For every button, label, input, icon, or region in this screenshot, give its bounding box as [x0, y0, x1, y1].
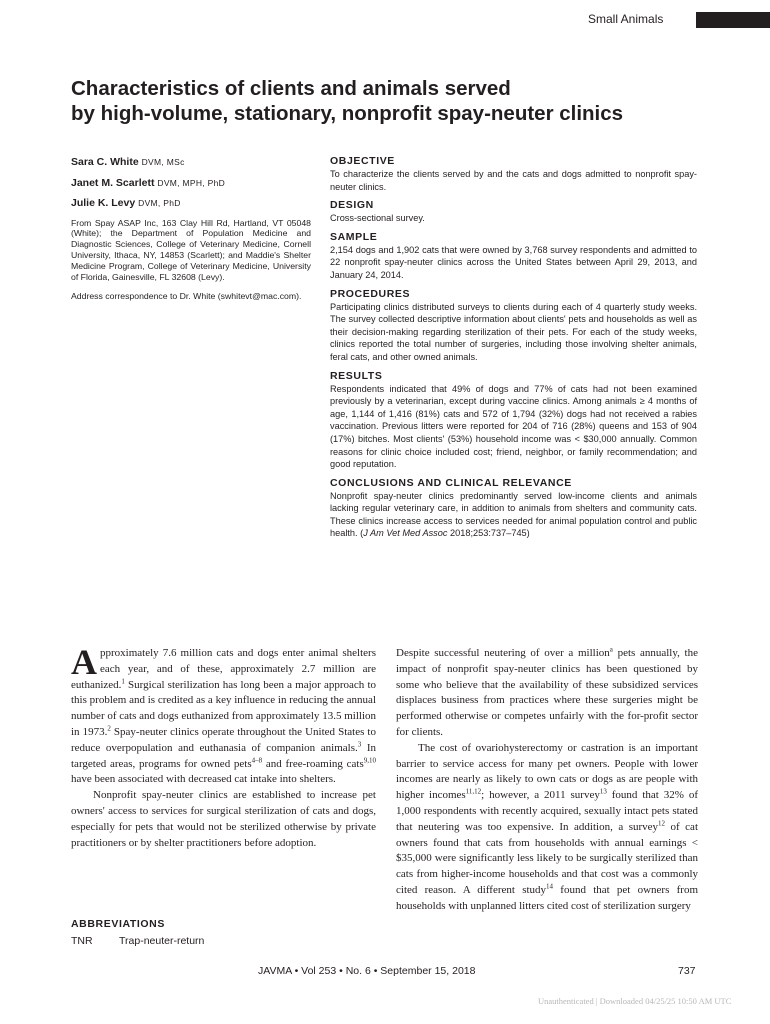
- article-title: [71, 76, 731, 126]
- body-paragraph: [396, 646, 698, 741]
- abstract-text: 2,154 dogs and 1,902 cats that were owned by 3,768 survey respondents and admitted to 22 nonprofit spay-neuter clinics across the United States between April 29, 2013, and January 24, 2014.: [330, 244, 697, 280]
- reference-mark: 13: [599, 787, 607, 796]
- reference-mark: 12: [658, 819, 666, 828]
- body-column-left: [71, 642, 377, 851]
- body-text: Despite successful neutering of over a million: [396, 647, 610, 659]
- abstract-text: Cross-sectional survey.: [330, 213, 425, 224]
- reference-mark: 3: [357, 740, 362, 749]
- abstract-text: [330, 490, 697, 540]
- body-paragraph: [71, 642, 377, 788]
- section-marker-bar: [696, 12, 770, 28]
- abbreviation-term: TNR: [71, 935, 93, 947]
- footnote-mark: a: [609, 645, 613, 654]
- body-column-right: [396, 646, 698, 915]
- author-line: [71, 197, 311, 209]
- page-number: 737: [678, 965, 696, 977]
- author-name: Janet M. Scarlett: [71, 176, 155, 189]
- abstract-heading: OBJECTIVE: [330, 155, 395, 167]
- abstract-heading: CONCLUSIONS AND CLINICAL RELEVANCE: [330, 476, 572, 489]
- body-text: of cat owners found that cats from households with annual earnings < $35,000 were significantly less likely to be surgically sterilized than cats from higher-income households and that cost was a commonly cited reason. A different study: [396, 820, 698, 896]
- abbreviation-row: [71, 935, 204, 947]
- abstract-heading: DESIGN: [330, 199, 374, 212]
- body-text: have been associated with decreased cat intake into shelters.: [71, 773, 336, 786]
- reference-mark: 2: [107, 724, 111, 733]
- body-text: and free-roaming cats: [262, 757, 364, 770]
- author-block: [71, 156, 311, 302]
- body-text: The cost of ovariohysterectomy or castration is an important barrier to service access for many pet owners. People with lower incomes are nearly as likely to own cats or dogs as are people with higher incomes: [396, 741, 698, 802]
- affiliation: From Spay ASAP Inc, 163 Clay Hill Rd, Hartland, VT 05048 (White); the Department of Population Medicine and Diagnostic Sciences, College of Veterinary Medicine, Cornell University, Ithaca, NY, 14853 (Scarlett); and Maddie's Shelter Medicine Program, College of Veterinary Medicine, University of Florida, Gainesville, FL 32608 (Levy).: [71, 217, 311, 283]
- body-text: In targeted areas, programs for owned pets: [71, 741, 377, 770]
- title-line: by high-volume, stationary, nonprofit spay-neuter clinics: [71, 102, 624, 125]
- abstract-text: To characterize the clients served by and the cats and dogs admitted to nonprofit spay-neuter clinics.: [330, 169, 697, 192]
- section-label: Small Animals: [588, 12, 664, 26]
- author-line: [71, 177, 311, 189]
- correspondence: Address correspondence to Dr. White (swhitevt@mac.com).: [71, 290, 302, 301]
- body-text: Spay-neuter clinics operate throughout the United States to reduce overpopulation and euthanasia of companion animals.: [71, 725, 376, 754]
- abstract-heading: PROCEDURES: [330, 287, 411, 300]
- title-line: Characteristics of clients and animals served: [71, 77, 511, 100]
- citation-open: (: [357, 528, 364, 539]
- body-paragraph: Nonprofit spay-neuter clinics are established to increase pet owners' access to services for surgical sterilization of cats and dogs, especially for pets that would not be sterilized otherwise by private practitioners or by shelter practitioners before adoption.: [71, 789, 376, 849]
- footer-journal-info: JAVMA • Vol 253 • No. 6 • September 15, 2018: [258, 965, 476, 977]
- abstract-heading: SAMPLE: [330, 230, 378, 243]
- body-text: pets annually, the impact of nonprofit spay-neuter clinics has been questioned by some who believe that the availability of these subsidized services displaces business from practices where these surgeries might be performed otherwise or competes unfairly with the for-profit sector for clients.: [396, 647, 698, 738]
- abbreviation-definition: Trap-neuter-return: [119, 935, 205, 947]
- author-credentials: DVM, MSc: [141, 157, 185, 167]
- author-line: [71, 156, 311, 168]
- body-text: found that pet owners from households with unplanned litters cited cost of sterilization surgery: [396, 883, 699, 912]
- body-text: found that 32% of 1,000 respondents with recently acquired, sexually intact pets stated that neutering was too expensive. In addition, a survey: [396, 789, 698, 833]
- drop-cap: A: [71, 642, 97, 682]
- abstract-text: Respondents indicated that 49% of dogs and 77% of cats had not been examined previously by a veterinarian, except during vaccine clinics. Among animals ≥ 4 months of age, 1,144 of 1,416 (81%) cats and 572 of 1,794 (32%) dogs had not received a rabies vaccination. Previous litters were reported for 204 of 716 (28%) queens and 153 of 904 (17%) bitches. Most clients' (53%) household income was < $30,000 annually. Common reasons for clinic choice included cost; friend, neighbor, or family recommendation; and good reputation.: [330, 383, 697, 470]
- body-text: pproximately 7.6 million cats and dogs enter animal shelters each year, and of these, approximately 2.7 million are euthanized.: [71, 647, 376, 691]
- conclusion-text: Nonprofit spay-neuter clinics predominantly served low-income clients and animals lacking regular veterinary care, in addition to animals from shelters and community cats. These clinics increase access to services needed for animal population control and public health.: [330, 490, 697, 539]
- reference-mark: 9,10: [363, 755, 376, 764]
- citation-ref: 2018;253:737–745): [447, 528, 530, 539]
- download-watermark: Unauthenticated | Downloaded 04/25/25 10:50 AM UTC: [538, 996, 732, 1006]
- author-credentials: DVM, MPH, PhD: [157, 177, 226, 188]
- abstract: [330, 155, 697, 546]
- reference-mark: 1: [121, 676, 125, 685]
- author-name: Julie K. Levy: [71, 197, 136, 209]
- abstract-text: Participating clinics distributed surveys to clients during each of 4 quarterly study weeks. The survey collected descriptive information about clients' pets and households as well as their decision-making regarding sterilization of their pets. For each of the study weeks, clinics reported the total number of surgeries, including those involving shelter animals, feral cats, and other owned animals.: [330, 301, 697, 362]
- reference-mark: 14: [546, 882, 554, 891]
- author-credentials: DVM, PhD: [138, 198, 181, 208]
- abstract-heading: RESULTS: [330, 369, 383, 382]
- abbreviations-heading: ABBREVIATIONS: [71, 918, 165, 930]
- citation-journal: J Am Vet Med Assoc: [363, 528, 448, 539]
- body-text: Surgical sterilization has long been a major approach to this problem and is credited as a key influence in reducing the annual number of cats and dogs euthanized from approximately 13.5 million in 1973.: [71, 678, 376, 738]
- reference-mark: 4–8: [251, 755, 263, 764]
- reference-mark: 11,12: [465, 787, 482, 796]
- body-paragraph: [396, 741, 698, 915]
- body-text: ; however, a 2011 survey: [481, 789, 600, 802]
- author-name: Sara C. White: [71, 156, 139, 168]
